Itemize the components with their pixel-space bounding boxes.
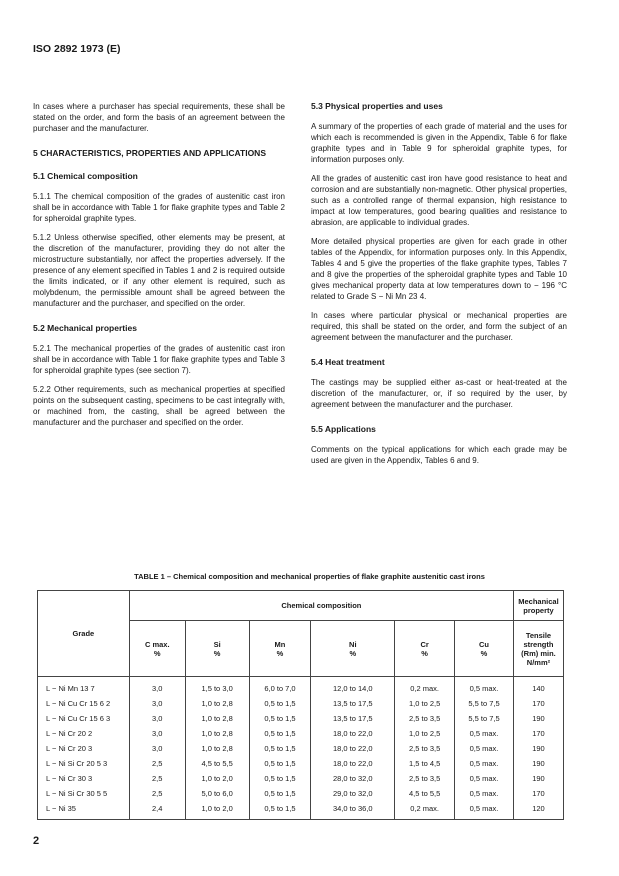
section-5-4-heading: 5.4 Heat treatment <box>311 357 385 367</box>
cell-ni: 29,0 to 32,0 <box>311 786 395 801</box>
cell-cr: 1,0 to 2,5 <box>395 726 455 741</box>
chemical-composition-header: Chemical composition <box>129 591 513 621</box>
cell-rm: 190 <box>513 771 563 786</box>
cell-c: 3,0 <box>129 696 185 711</box>
si-label: Si <box>213 639 221 649</box>
cell-c: 3,0 <box>129 726 185 741</box>
tensile-symbol: (Rm) min. <box>521 648 556 658</box>
cell-si: 1,0 to 2,0 <box>185 801 249 820</box>
c-label: C max. <box>144 639 170 649</box>
cell-c: 3,0 <box>129 677 185 697</box>
page-number: 2 <box>33 835 40 847</box>
cu-unit: % <box>480 648 488 658</box>
table-row <box>38 756 564 771</box>
cell-cr: 2,5 to 3,5 <box>395 711 455 726</box>
cell-cu: 5,5 to 7,5 <box>455 696 514 711</box>
clause-5-2-2: 5.2.2 Other requirements, such as mechanical properties at specified points on the subsequent casting, specimens to be cast integrally with, or machined from, the casting, shall be agreed between the manufacturer and the purchaser and specified on the order. <box>33 385 285 427</box>
clause-5-2-1: 5.2.1 The mechanical properties of the grades of austenitic cast iron shall be in accordance with Table 1 for flake graphite types and Table 3 for spheroidal graphite types (see section 7). <box>33 344 285 375</box>
cell-mn: 0,5 to 1,5 <box>249 696 311 711</box>
cell-mn: 0,5 to 1,5 <box>249 711 311 726</box>
cell-rm: 170 <box>513 696 563 711</box>
cell-si: 1,0 to 2,8 <box>185 726 249 741</box>
section-5-1-heading: 5.1 Chemical composition <box>33 171 138 181</box>
tensile-strength-header <box>513 621 563 677</box>
cell-cu: 5,5 to 7,5 <box>455 711 514 726</box>
cell-cu: 0,5 max. <box>455 771 514 786</box>
cell-grade: L − Ni Cr 30 3 <box>38 771 130 786</box>
cell-si: 1,0 to 2,8 <box>185 711 249 726</box>
cell-mn: 0,5 to 1,5 <box>249 786 311 801</box>
cell-ni: 18,0 to 22,0 <box>311 741 395 756</box>
intro-paragraph: In cases where a purchaser has special requirements, these shall be stated on the order, and form the basis of an agreement between the purchaser and the manufacturer. <box>33 102 285 133</box>
cell-grade: L − Ni Cu Cr 15 6 3 <box>38 711 130 726</box>
cell-si: 1,0 to 2,0 <box>185 771 249 786</box>
table-row <box>38 696 564 711</box>
cell-cr: 2,5 to 3,5 <box>395 741 455 756</box>
cell-ni: 18,0 to 22,0 <box>311 756 395 771</box>
cell-c: 3,0 <box>129 711 185 726</box>
cell-grade: L − Ni Si Cr 20 5 3 <box>38 756 130 771</box>
clause-5-3-para-1: A summary of the properties of each grade of material and the uses for which each is recommended is given in the Appendix, Table 6 for flake graphite types and in Table 9 for spheroidal graphite types, for information purposes only. <box>311 122 567 164</box>
right-column <box>311 101 567 474</box>
cell-cr: 4,5 to 5,5 <box>395 786 455 801</box>
mn-unit: % <box>276 648 284 658</box>
clause-5-4-para: The castings may be supplied either as-cast or heat-treated at the discretion of the manufacturer, or, if so required by the user, by agreement between the manufacturer and the purchaser. <box>311 378 567 409</box>
table-row <box>38 741 564 756</box>
cell-rm: 190 <box>513 756 563 771</box>
cell-mn: 0,5 to 1,5 <box>249 801 311 820</box>
cell-grade: L − Ni Si Cr 30 5 5 <box>38 786 130 801</box>
cell-ni: 13,5 to 17,5 <box>311 711 395 726</box>
clause-5-3-para-2: All the grades of austenitic cast iron have good resistance to heat and corrosion and are substantially non-magnetic. Other physical properties, such as a controlled range of thermal expansion, high resistance to impact at low temperatures, good bearing qualities and resistance to abrasion, are applicable to individual grades. <box>311 174 567 227</box>
cell-rm: 190 <box>513 711 563 726</box>
tensile-label: Tensile strength <box>523 630 554 649</box>
left-column <box>33 101 285 436</box>
cell-cr: 1,5 to 4,5 <box>395 756 455 771</box>
table-row <box>38 711 564 726</box>
table-row <box>38 786 564 801</box>
cell-cu: 0,5 max. <box>455 756 514 771</box>
cell-mn: 0,5 to 1,5 <box>249 771 311 786</box>
cell-mn: 0,5 to 1,5 <box>249 741 311 756</box>
table-row <box>38 677 564 697</box>
clause-5-3-para-4: In cases where particular physical or mechanical properties are required, this shall be stated on the order, and form the subject of an agreement between the manufacturer and the purchaser. <box>311 311 567 342</box>
mn-label: Mn <box>274 639 286 649</box>
cell-c: 2,4 <box>129 801 185 820</box>
clause-5-5-para: Comments on the typical applications for which each grade may be used are given in the Appendix, Tables 6 and 9. <box>311 445 567 465</box>
cr-header <box>395 621 455 677</box>
section-5-heading: 5 CHARACTERISTICS, PROPERTIES AND APPLICATIONS <box>33 148 266 158</box>
cell-cr: 2,5 to 3,5 <box>395 771 455 786</box>
cell-ni: 18,0 to 22,0 <box>311 726 395 741</box>
si-unit: % <box>213 648 221 658</box>
cu-label: Cu <box>479 639 489 649</box>
ni-unit: % <box>349 648 357 658</box>
cell-cu: 0,5 max. <box>455 786 514 801</box>
cell-grade: L − Ni Cr 20 2 <box>38 726 130 741</box>
clause-5-1-1: 5.1.1 The chemical composition of the grades of austenitic cast iron shall be in accordance with Table 1 for flake graphite types and Table 2 for spheroidal graphite types. <box>33 192 285 223</box>
cell-rm: 170 <box>513 726 563 741</box>
cell-si: 1,0 to 2,8 <box>185 696 249 711</box>
table-1-body <box>38 677 564 820</box>
cell-si: 4,5 to 5,5 <box>185 756 249 771</box>
section-5-3-heading: 5.3 Physical properties and uses <box>311 101 443 111</box>
cr-unit: % <box>421 648 428 658</box>
cell-cr: 0,2 max. <box>395 677 455 697</box>
cell-rm: 140 <box>513 677 563 697</box>
cell-grade: L − Ni Cu Cr 15 6 2 <box>38 696 130 711</box>
table-1-caption: TABLE 1 – Chemical composition and mechanical properties of flake graphite austenitic cast irons <box>134 572 485 581</box>
cell-ni: 12,0 to 14,0 <box>311 677 395 697</box>
mechanical-property-header: Mechanical property <box>513 591 563 621</box>
cell-rm: 120 <box>513 801 563 820</box>
cell-rm: 170 <box>513 786 563 801</box>
si-header <box>185 621 249 677</box>
cu-header <box>455 621 514 677</box>
cell-si: 1,5 to 3,0 <box>185 677 249 697</box>
document-header: ISO 2892 1973 (E) <box>33 43 121 55</box>
cell-ni: 28,0 to 32,0 <box>311 771 395 786</box>
table-row <box>38 801 564 820</box>
section-5-2-heading: 5.2 Mechanical properties <box>33 323 137 333</box>
cell-cu: 0,5 max. <box>455 677 514 697</box>
cell-cu: 0,5 max. <box>455 741 514 756</box>
table-row <box>38 771 564 786</box>
cr-label: Cr <box>420 639 429 649</box>
cell-cu: 0,5 max. <box>455 801 514 820</box>
table-row <box>38 726 564 741</box>
cell-ni: 34,0 to 36,0 <box>311 801 395 820</box>
cell-c: 2,5 <box>129 756 185 771</box>
c-header <box>129 621 185 677</box>
cell-grade: L − Ni Mn 13 7 <box>38 677 130 697</box>
section-5-5-heading: 5.5 Applications <box>311 424 376 434</box>
cell-si: 1,0 to 2,8 <box>185 741 249 756</box>
c-unit: % <box>153 648 161 658</box>
cell-cu: 0,5 max. <box>455 726 514 741</box>
mn-header <box>249 621 311 677</box>
ni-header <box>311 621 395 677</box>
cell-c: 3,0 <box>129 741 185 756</box>
ni-label: Ni <box>349 639 357 649</box>
cell-cr: 1,0 to 2,5 <box>395 696 455 711</box>
tensile-unit: N/mm² <box>526 657 551 667</box>
cell-c: 2,5 <box>129 771 185 786</box>
cell-mn: 0,5 to 1,5 <box>249 756 311 771</box>
cell-c: 2,5 <box>129 786 185 801</box>
table-1 <box>37 590 564 820</box>
cell-cr: 0,2 max. <box>395 801 455 820</box>
cell-ni: 13,5 to 17,5 <box>311 696 395 711</box>
cell-mn: 6,0 to 7,0 <box>249 677 311 697</box>
cell-mn: 0,5 to 1,5 <box>249 726 311 741</box>
cell-rm: 190 <box>513 741 563 756</box>
cell-grade: L − Ni 35 <box>38 801 130 820</box>
grade-header: Grade <box>38 591 130 677</box>
clause-5-3-para-3: More detailed physical properties are given for each grade in other tables of the Appendix, for information purposes only. In this Appendix, Tables 4 and 5 give the properties of the flake graphite types, Tables 7 and 8 give the properties of the spheroidal graphite types and Table 10 gives mechanical property data at low temperatures down to − 196 °C related to Grade S − Ni Mn 23 4. <box>311 237 567 301</box>
clause-5-1-2: 5.1.2 Unless otherwise specified, other elements may be present, at the discretion of the manufacturer, providing they do not alter the microstructure substantially, nor affect the properties adversely. If the presence of any element specified in Tables 1 and 2 is required outside the limits indicated, or if any other element is required, such as molybdenum, the permissible amount shall be agreed between the manufacturer and the purchaser, and specified on the order. <box>33 233 285 308</box>
cell-grade: L − Ni Cr 20 3 <box>38 741 130 756</box>
cell-si: 5,0 to 6,0 <box>185 786 249 801</box>
